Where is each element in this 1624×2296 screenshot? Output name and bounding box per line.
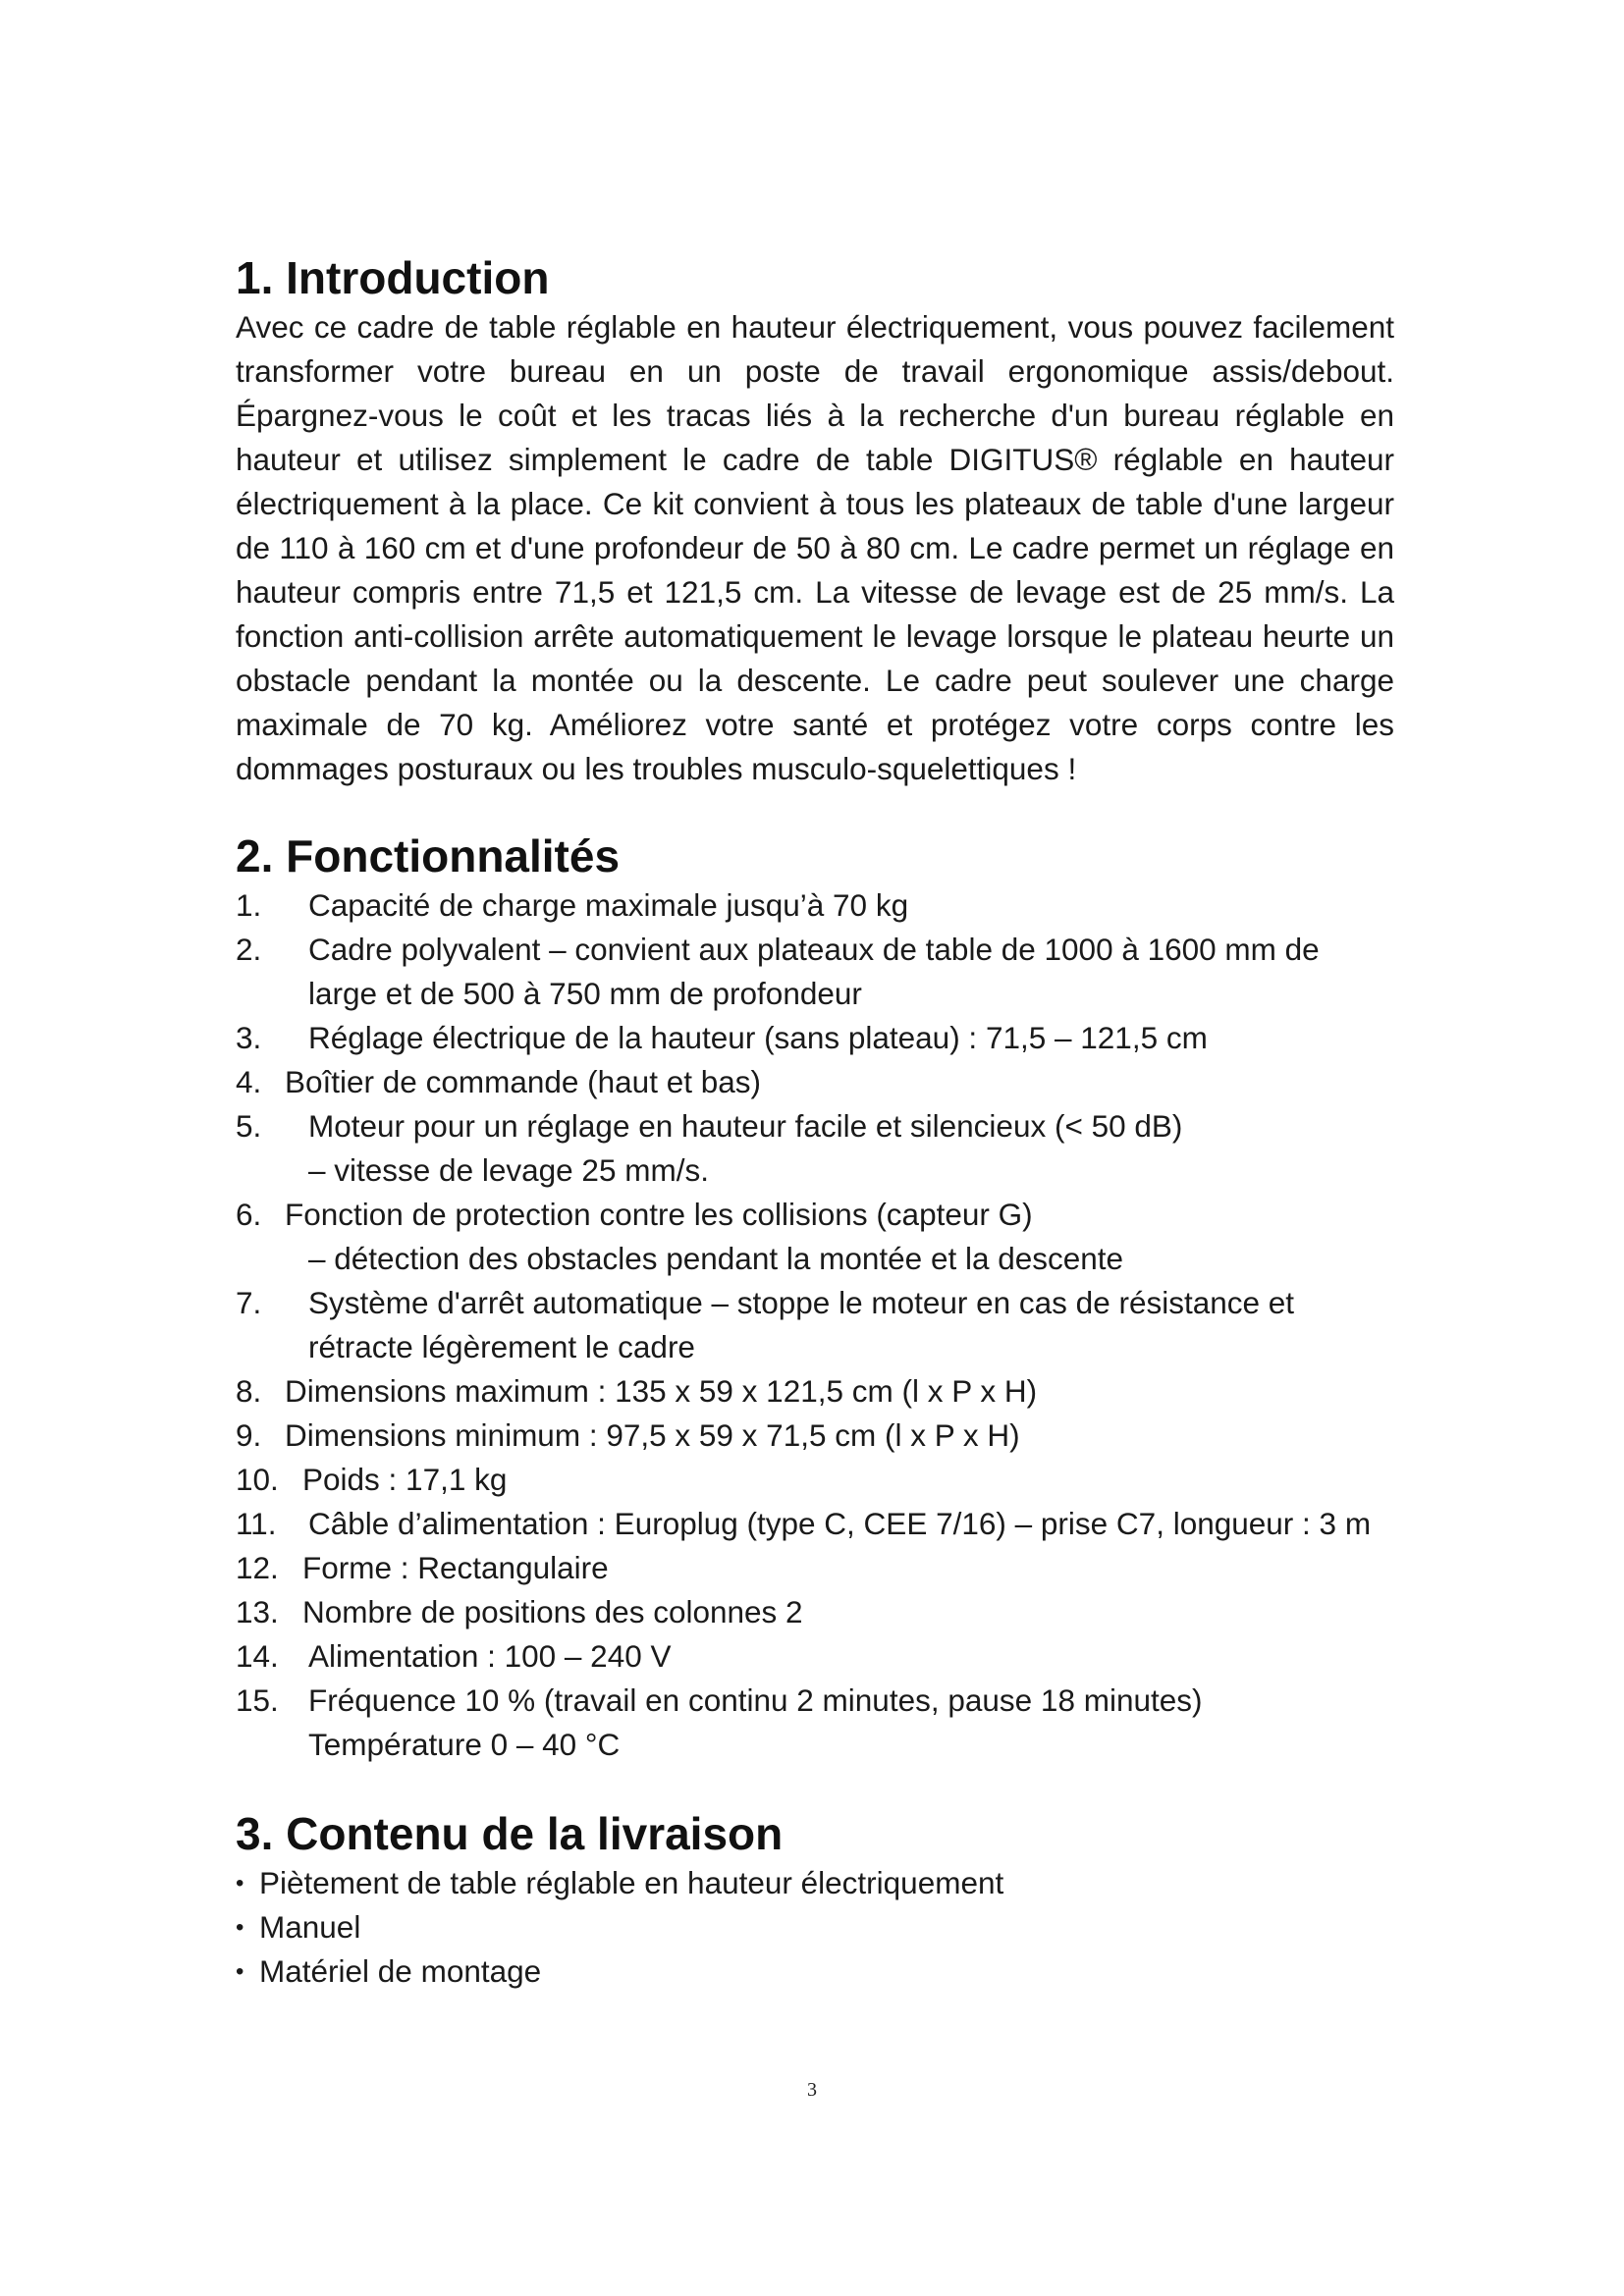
list-item [236, 1193, 1394, 1281]
list-item-number: 5. [236, 1108, 262, 1144]
list-item-number: 15. [236, 1682, 279, 1718]
list-item-continuation: – vitesse de levage 25 mm/s. [308, 1152, 709, 1188]
list-item-number: 9. [236, 1417, 262, 1453]
bullet-icon: • [236, 1870, 244, 1896]
list-item-number: 10. [236, 1462, 279, 1497]
list-item-text: Moteur pour un réglage en hauteur facile et silencieux (< 50 dB) [308, 1108, 1183, 1144]
list-item-number: 1. [236, 887, 262, 923]
list-item-number: 3. [236, 1020, 262, 1055]
list-item-text: Cadre polyvalent – convient aux plateaux de table de 1000 à 1600 mm de large et de 500 à 750 mm de profondeur [308, 932, 1320, 1011]
list-item-continuation: Température 0 – 40 °C [308, 1727, 621, 1762]
list-item [236, 1060, 1394, 1104]
list-item [236, 1414, 1394, 1458]
section-title-features: 2. Fonctionnalités [236, 830, 621, 881]
list-item-number: 8. [236, 1373, 262, 1409]
list-item-number: 14. [236, 1638, 279, 1674]
list-item [236, 1679, 1394, 1767]
list-item [236, 883, 1394, 928]
features-list [236, 883, 1394, 1767]
list-item-text: Fonction de protection contre les collisions (capteur G) [285, 1197, 1033, 1232]
list-item [236, 1281, 1394, 1369]
list-item-text: Réglage électrique de la hauteur (sans plateau) : 71,5 – 121,5 cm [308, 1020, 1208, 1055]
list-item [236, 1546, 1394, 1590]
list-item-text: Matériel de montage [259, 1953, 542, 1989]
list-item-text: Dimensions maximum : 135 x 59 x 121,5 cm (l x P x H) [285, 1373, 1038, 1409]
list-item-number: 7. [236, 1285, 262, 1320]
bullet-icon: • [236, 1958, 244, 1985]
list-item [236, 1502, 1394, 1546]
list-item [236, 1861, 1394, 1905]
list-item [236, 1590, 1394, 1634]
list-item-text: Câble d’alimentation : Europlug (type C, CEE 7/16) – prise C7, longueur : 3 m [308, 1506, 1372, 1541]
introduction-paragraph: Avec ce cadre de table réglable en hauteur électriquement, vous pouvez facilement transformer votre bureau en un poste de travail ergonomique assis/debout. Épargnez-vous le coût et les tracas liés à la recherche d'un bureau réglable en hauteur et utilisez simplement le cadre de table DIGITUS® réglable en hauteur électriquement à la place. Ce kit convient à tous les plateaux de table d'une largeur de 110 à 160 cm et d'une profondeur de 50 à 80 cm. Le cadre permet un réglage en hauteur compris entre 71,5 et 121,5 cm. La vitesse de levage est de 25 mm/s. La fonction anti-collision arrête automatiquement le levage lorsque le plateau heurte un obstacle pendant la montée ou la descente. Le cadre peut soulever une charge maximale de 70 kg. Améliorez votre santé et protégez votre corps contre les dommages posturaux ou les troubles musculo-squelettiques ! [236, 309, 1394, 786]
list-item-text: Manuel [259, 1909, 361, 1945]
list-item [236, 1949, 1394, 1994]
list-item-text: Nombre de positions des colonnes 2 [302, 1594, 803, 1629]
list-item-text: Fréquence 10 % (travail en continu 2 minutes, pause 18 minutes) [308, 1682, 1203, 1718]
list-item-number: 4. [236, 1064, 262, 1099]
list-item [236, 928, 1394, 1016]
list-item [236, 1905, 1394, 1949]
list-item-text: Alimentation : 100 – 240 V [308, 1638, 672, 1674]
list-item-number: 6. [236, 1197, 262, 1232]
list-item-number: 13. [236, 1594, 279, 1629]
list-item [236, 1369, 1394, 1414]
list-item-continuation: – détection des obstacles pendant la montée et la descente [308, 1241, 1124, 1276]
delivery-contents-list [236, 1861, 1394, 1994]
document-page [236, 250, 1394, 1994]
section-title-introduction: 1. Introduction [236, 252, 550, 303]
section-title-delivery-contents: 3. Contenu de la livraison [236, 1808, 784, 1859]
list-item-text: Forme : Rectangulaire [302, 1550, 609, 1585]
list-item [236, 1458, 1394, 1502]
list-item-number: 12. [236, 1550, 279, 1585]
list-item-text: Système d'arrêt automatique – stoppe le moteur en cas de résistance et rétracte légèrement le cadre [308, 1285, 1295, 1364]
list-item-text: Capacité de charge maximale jusqu’à 70 kg [308, 887, 909, 923]
list-item-number: 2. [236, 932, 262, 967]
list-item-text: Poids : 17,1 kg [302, 1462, 508, 1497]
list-item-text: Dimensions minimum : 97,5 x 59 x 71,5 cm (l x P x H) [285, 1417, 1020, 1453]
bullet-icon: • [236, 1914, 244, 1941]
list-item [236, 1016, 1394, 1060]
list-item [236, 1634, 1394, 1679]
list-item-text: Boîtier de commande (haut et bas) [285, 1064, 762, 1099]
list-item [236, 1104, 1394, 1193]
list-item-number: 11. [236, 1506, 277, 1541]
page-number: 3 [807, 2079, 817, 2101]
list-item-text: Piètement de table réglable en hauteur électriquement [259, 1865, 1004, 1900]
